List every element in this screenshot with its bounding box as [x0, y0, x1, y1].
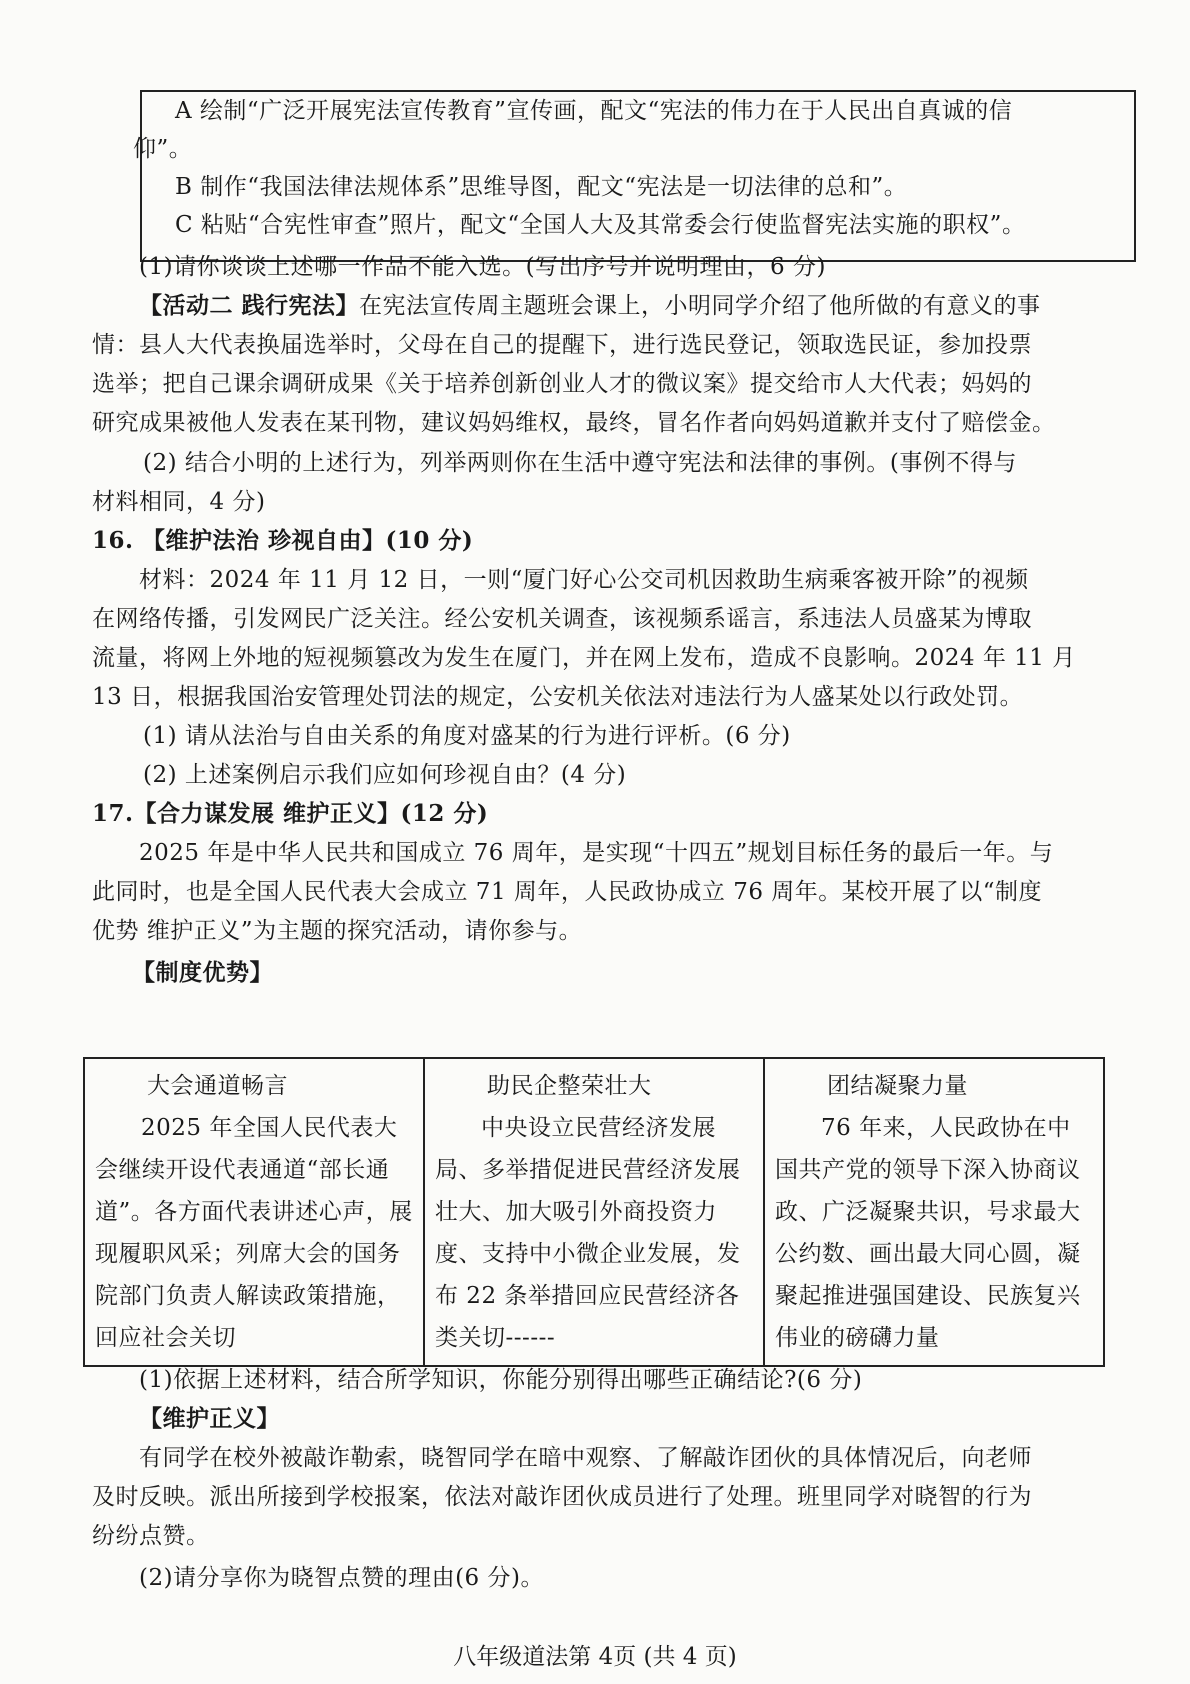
q15-sub2-line1: (2) 结合小明的上述行为，列举两则你在生活中遵守宪法和法律的事例。(事例不得与 — [143, 450, 1017, 476]
activity2-text: 在宪法宣传周主题班会课上，小明同学介绍了他所做的有意义的事 — [359, 293, 1041, 319]
q16-sub2: (2) 上述案例启示我们应如何珍视自由？(4 分) — [143, 762, 627, 788]
cell-title: 助民企整荣壮大 — [487, 1073, 652, 1099]
q17-intro-line3: 优势 维护正义”为主题的探究活动，请你参与。 — [92, 918, 583, 944]
section-justice: 【维护正义】 — [139, 1405, 280, 1432]
activity2-line2: 情：县人大代表换届选举时，父母在自己的提醒下，进行选民登记，领取选民证，参加投票 — [92, 332, 1032, 358]
section-system-advantage: 【制度优势】 — [132, 959, 273, 986]
q17-intro-line1: 2025 年是中华人民共和国成立 76 周年，是实现“十四五”规划目标任务的最后一年。与 — [139, 840, 1054, 866]
cell-body: 中央设立民营经济发展局、多举措促进民营经济发展壮大、加大吸引外商投资力度、支持中小微企业发展，发布 22 条举措回应民营经济各类关切------ — [435, 1115, 741, 1351]
table-row — [84, 1058, 1104, 1366]
cell-title: 团结凝聚力量 — [827, 1073, 968, 1099]
cell-body: 2025 年全国人民代表大会继续开设代表通道“部长通道”。各方面代表讲述心声，展现履职风采；列席大会的国务院部门负责人解读政策措施，回应社会关切 — [95, 1115, 413, 1351]
q16-sub1: (1) 请从法治与自由关系的角度对盛某的行为进行评析。(6 分) — [143, 723, 791, 749]
q17-sub2: (2)请分享你为晓智点赞的理由(6 分)。 — [139, 1565, 544, 1591]
system-advantage-table — [83, 1057, 1105, 1367]
q17-intro-line2: 此同时，也是全国人民代表大会成立 71 周年，人民政协成立 76 周年。某校开展了以“制度 — [92, 879, 1043, 905]
table-cell-cppcc — [764, 1058, 1104, 1366]
justice-line3: 纷纷点赞。 — [92, 1523, 210, 1549]
cell-title: 大会通道畅言 — [147, 1073, 288, 1099]
q16-heading: 16. 【维护法治 珍视自由】(10 分) — [92, 527, 474, 554]
option-a-cont: 仰”。 — [133, 136, 193, 162]
option-b: B 制作“我国法律法规体系”思维导图，配文“宪法是一切法律的总和”。 — [175, 174, 908, 200]
q16-material-line1: 材料：2024 年 11 月 12 日，一则“厦门好心公交司机因救助生病乘客被开除”的视频 — [139, 567, 1029, 593]
q15-sub1: (1)请你谈谈上述哪一作品不能入选。(写出序号并说明理由，6 分) — [139, 254, 826, 280]
q17-heading: 17.【合力谋发展 维护正义】(12 分) — [92, 800, 489, 827]
q16-material-line2: 在网络传播，引发网民广泛关注。经公安机关调查，该视频系谣言，系违法人员盛某为博取 — [92, 606, 1032, 632]
option-a: A 绘制“广泛开展宪法宣传教育”宣传画，配文“宪法的伟力在于人民出自真诚的信 — [175, 98, 1013, 124]
activity2-line1 — [139, 291, 1041, 321]
table-cell-private-economy — [424, 1058, 764, 1366]
q15-sub2-line2: 材料相同，4 分) — [92, 489, 266, 515]
q16-material-line3: 流量，将网上外地的短视频篡改为发生在厦门，并在网上发布，造成不良影响。2024 年 11 月 — [92, 645, 1076, 671]
q17-sub1: (1)依据上述材料，结合所学知识，你能分别得出哪些正确结论?(6 分) — [139, 1367, 863, 1393]
table-cell-congress — [84, 1058, 424, 1366]
activity2-heading: 【活动二 践行宪法】 — [139, 292, 360, 319]
justice-line2: 及时反映。派出所接到学校报案，依法对敲诈团伙成员进行了处理。班里同学对晓智的行为 — [92, 1484, 1032, 1510]
justice-line1: 有同学在校外被敲诈勒索，晓智同学在暗中观察、了解敲诈团伙的具体情况后，向老师 — [139, 1445, 1032, 1471]
q16-material-line4: 13 日，根据我国治安管理处罚法的规定，公安机关依法对违法行为人盛某处以行政处罚。 — [92, 684, 1024, 710]
cell-body: 76 年来，人民政协在中国共产党的领导下深入协商议政、广泛凝聚共识，号求最大公约数、画出最大同心圆，凝聚起推进强国建设、民族复兴伟业的磅礴力量 — [775, 1115, 1081, 1351]
page-footer: 八年级道法第 4页 (共 4 页) — [453, 1644, 737, 1670]
activity2-line3: 选举；把自己课余调研成果《关于培养创新创业人才的微议案》提交给市人大代表；妈妈的 — [92, 371, 1032, 397]
option-c: C 粘贴“合宪性审查”照片，配文“全国人大及其常委会行使监督宪法实施的职权”。 — [175, 212, 1026, 238]
activity2-line4: 研究成果被他人发表在某刊物，建议妈妈维权，最终，冒名作者向妈妈道歉并支付了赔偿金。 — [92, 410, 1056, 436]
